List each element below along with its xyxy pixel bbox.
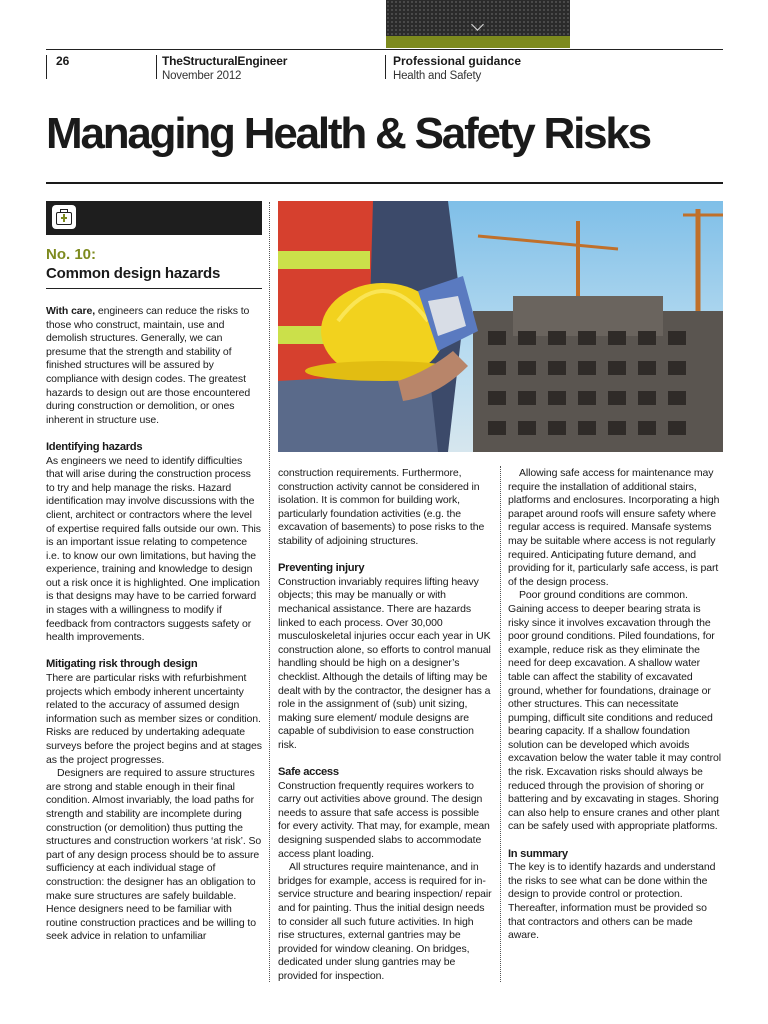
intro-lead-in: With care, (46, 305, 96, 317)
paragraph-allowing-safe-access: Allowing safe access for maintenance may require the installation of additional stairs, platforms and enclosures. Incorporating a high parapet around roofs will ensure safety where regular access is required. Mansafe systems may be suitable where access is not regularly required. Anticipating future demand, and providing for it, particularly safe access, is part of the design process. (508, 467, 720, 588)
header-rule (46, 49, 723, 50)
header-divider (385, 55, 386, 79)
series-badge (46, 201, 262, 235)
section-name: Professional guidance (393, 54, 522, 68)
paragraph-safe-access: Construction frequently requires workers to carry out activities above ground. The design needs to assure that safe access is possible for every activity. That may, for example, mean designing suspended slabs to accommodate access plant loading. (278, 779, 490, 860)
series-title: Common design hazards (46, 265, 221, 282)
intro-text: engineers can reduce the risks to those who construct, maintain, use and demolish structures. Generally, we can presume that the strength and stability of finished structures will be assured by compliance with design codes. The greatest hazards to design out are those encountered during construction or demolition, or ones inherent in structure use. (46, 305, 251, 426)
paragraph-construction-requirements: construction requirements. Furthermore, construction activity cannot be considered in isolation. It is common for building work, particularly foundation activities (e.g. the excavation of basements) to pose risks to the stability of adjoining structures. (278, 467, 485, 547)
paragraph-maintenance-access: All structures require maintenance, and in bridges for example, access is required for in-service structure and bearing inspection/ repair and for painting. Thus the initial design needs to consider all such future activities. In high rise structures, external gantries may be provided for window cleaning. On bridges, dedicated under slung gantries may be provided for inspection. (278, 861, 492, 982)
section-tab-accent-bar (386, 36, 570, 48)
page-title: Managing Health & Safety Risks (46, 109, 650, 158)
article-column-2 (278, 467, 492, 984)
issue-date: November 2012 (162, 70, 242, 82)
series-number: No. 10: (46, 246, 97, 263)
page-number: 26 (56, 54, 70, 68)
subheading-identifying-hazards: Identifying hazards (46, 440, 143, 453)
header-divider (46, 55, 47, 79)
first-aid-kit-icon (52, 205, 76, 229)
paragraph-designers-required: Designers are required to assure structures are strong and stable enough in their final condition. Almost invariably, the load paths for strength and stability are incomplete during construction (or demolition) thus putting the structures and construction workers ‘at risk’. So part of any design process should be to assure sufficiency at each individual stage of construction: the designer has an obligation to make sure structures are safely buildable. Hence designers need to be familiar with routine construction practices and be willing to seek advice in relation to unfamiliar (46, 767, 262, 943)
paragraph-identifying-hazards: As engineers we need to identify difficulties that will arise during the construction process to try and help manage the risks. Hazard identification may involve discussions with the client, architect or contractors where the level of expertise required falls outside our own. This is an important issue relating to competence i.e. to know our own limitations, but having the experience, training and knowledge to design out a risk once it is highlighted. One implication is that designs may have to be carried forward in stages with a willingness to modify if feedback from contractors suggests safety or health improvements. (46, 454, 261, 644)
subheading-safe-access: Safe access (278, 766, 339, 779)
subheading-in-summary: In summary (508, 847, 568, 860)
paragraph-preventing-injury: Construction invariably requires lifting heavy objects; this may be manually or with mechanical assistance. There are hazards linked to each process. Over 30,000 musculoskeletal injuries occur each year in UK construction alone, so efforts to control manual handling should be high on a designer’s checklist. Although the details of lifting may be dealt with by the contractor, the designer has a role in the assignment of (sub) unit sizing, making sure element/ module designs are capable of subdivision to ease construction risk. (278, 575, 491, 751)
publication-name: TheStructuralEngineer (162, 54, 288, 68)
article-column-3 (508, 467, 723, 943)
column-divider (500, 466, 501, 982)
chevron-down-icon (471, 18, 484, 31)
series-rule (46, 288, 262, 289)
paragraph-ground-conditions: Poor ground conditions are common. Gaining access to deeper bearing strata is risky since it involves excavation through the poor ground conditions. Piled foundations, for example, reduce risk as they eliminate the need for deep excavation. A shallow water table can affect the stability of excavated ground, whether for foundations, drainage or other structures. This can necessitate pumping, difficult site conditions and reduced bearing capacity. If a shallow foundation solution can be developed which avoids excavation below the water table it may control the risk. Excavation risks should always be reduced through the provision of shoring or battering and by excavating in stages. Shoring can also help to ensure cranes and other plant can be safely used with appropriate platforms. (508, 589, 721, 833)
subheading-preventing-injury: Preventing injury (278, 562, 365, 575)
title-rule (46, 182, 723, 184)
header-divider (156, 55, 157, 79)
subsection-name: Health and Safety (393, 70, 482, 82)
section-tab[interactable] (386, 0, 570, 36)
construction-worker-photo (278, 201, 723, 452)
subheading-mitigating-risk: Mitigating risk through design (46, 658, 198, 671)
paragraph-summary: The key is to identify hazards and understand the risks to see what can be done within the design to provide control or protection. Thereafter, information must be provided so that contractors and others can be made aware. (508, 861, 716, 942)
paragraph-mitigating-risk: There are particular risks with refurbishment projects which embody inherent uncertainty related to the accuracy of assumed design information such as member sizes or condition. Risks are reduced by undertaking adequate surveys before the project begins and at stages as the project progresses. (46, 672, 262, 766)
column-divider (269, 202, 270, 982)
intro-paragraph (46, 305, 262, 427)
article-column-1 (46, 305, 262, 944)
